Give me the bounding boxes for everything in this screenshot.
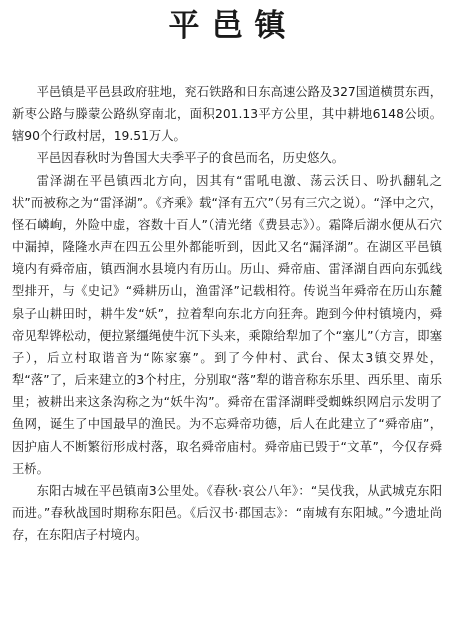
paragraph-leize-lake: 雷泽湖在平邑镇西北方向，因其有“雷吼电激、荡云沃日、吩扒翻轧之状”而被称之为“雷泽湖”。《齐乘》载“泽有五穴”（另有三穴之说）。“泽中之穴，怪石嶙峋，外险中虚，容数十百人”（清光绪《费县志》）。霜降后湖水便从石穴中漏掉，隆隆水声在四五公里外都能听到，因此又名“漏泽湖”。在湖区平邑镇境内有舜帝庙，镇西涧水县境内有历山。历山、舜帝庙、雷泽湖自西向东弧线型排开，与《史记》“舜耕历山，渔雷泽”记载相符。传说当年舜帝在历山东麓泉子山耕田时，耕牛发“妖”，拉着犁向东北方向狂奔。跑到今仲村镇境内，舜帝见犁铧松动，便拉紧缰绳使牛沉下头来，乘隙给犁加了个“塞儿”（方言，即塞子），后立村取谐音为“陈家寨”。到了今仲村、武台、保太3镇交界处，犁“落”了，后来建立的3个村庄，分别取“落”犁的谐音称东乐里、西乐里、南乐里；被耕出来这条沟称之为“妖牛沟”。舜帝在雷泽湖畔受蜘蛛织网启示发明了鱼网，诞生了中国最早的渔民。为不忘舜帝功德，后人在此建立了“舜帝庙”，因护庙人不断繁衍形成村落，取名舜帝庙村。舜帝庙已毁于“文革”，今仅存舜王桥。 xyxy=(12,173,442,476)
page-title: 平邑镇 xyxy=(168,8,298,44)
article-body xyxy=(12,81,442,546)
paragraph-overview: 平邑镇是平邑县政府驻地，兖石铁路和日东高速公路及327国道横贯东西，新枣公路与滕蒙公路纵穿南北，面积201.13平方公里，其中耕地6148公顷。辖90个行政村居，19.51万人。 xyxy=(12,85,442,144)
paragraph-dongyang-city: 东阳古城在平邑镇南3公里处。《春秋·哀公八年》：“吴伐我，从武城克东阳而进。”春秋战国时期称东阳邑。《后汉书·郡国志》：“南城有东阳城。”今遗址尚存，在东阳店子村境内。 xyxy=(12,483,442,543)
paragraph-name-origin: 平邑因春秋时为鲁国大夫季平子的食邑而名，历史悠久。 xyxy=(36,151,345,166)
